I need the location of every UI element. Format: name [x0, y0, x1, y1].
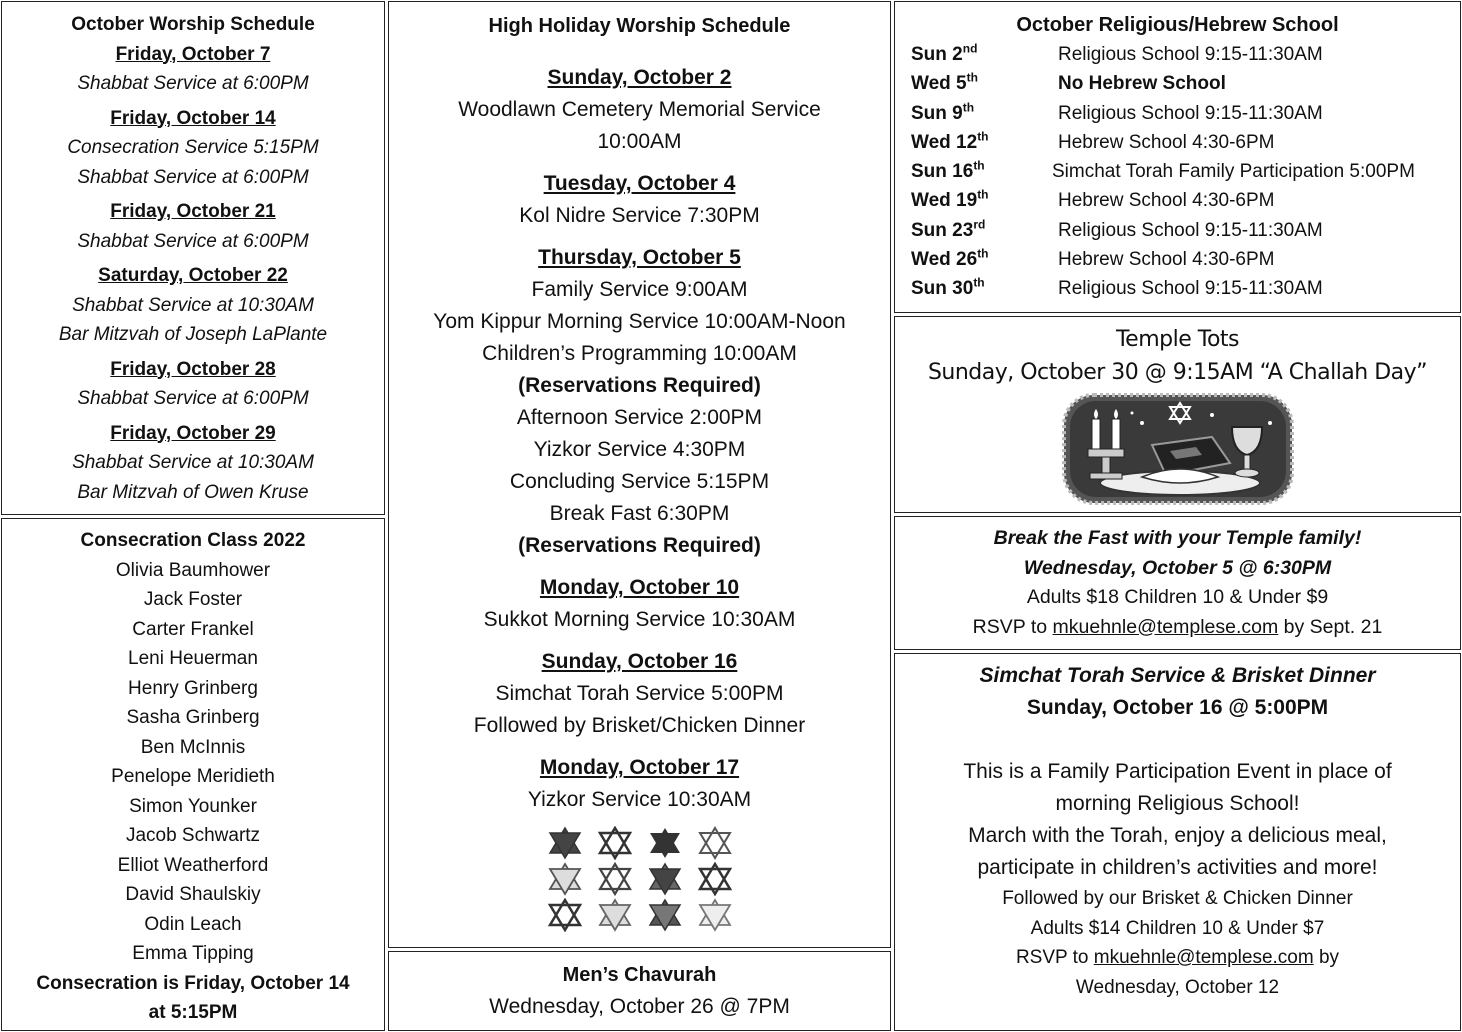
holiday-date: Sunday, October 16 — [541, 650, 738, 673]
holiday-line: Sukkot Morning Service 10:30AM — [483, 608, 796, 631]
consecration-name: Henry Grinberg — [128, 677, 258, 699]
star-of-david-icon — [547, 898, 583, 932]
simchat-torah-dinner: Followed by our Brisket & Chicken Dinner — [1002, 888, 1353, 909]
worship-date: Friday, October 28 — [110, 358, 276, 380]
consecration-name: David Shaulskiy — [125, 884, 261, 905]
star-of-david-grid — [389, 826, 890, 932]
consecration-name: Sasha Grinberg — [126, 707, 260, 728]
religious-school-panel — [894, 1, 1461, 313]
break-fast-panel — [894, 516, 1461, 650]
holiday-line: Yom Kippur Morning Service 10:00AM-Noon — [433, 310, 846, 333]
worship-line: Shabbat Service at 10:30AM — [72, 294, 314, 316]
school-desc: Hebrew School 4:30-6PM — [1058, 190, 1275, 212]
school-day: Wed 26th — [911, 246, 989, 271]
star-of-david-icon — [597, 862, 633, 896]
school-row — [895, 216, 1460, 245]
october-worship-panel — [1, 1, 385, 515]
rsvp-email-link[interactable]: mkuehnle@templese.com — [1093, 947, 1314, 968]
holiday-line: Followed by Brisket/Chicken Dinner — [473, 714, 806, 737]
school-row — [895, 245, 1460, 274]
worship-line: Shabbat Service at 6:00PM — [77, 73, 309, 94]
school-row — [895, 157, 1460, 186]
consecration-footer: Consecration is Friday, October 14 — [36, 972, 350, 994]
school-desc: Religious School 9:15-11:30AM — [1058, 44, 1323, 65]
high-holiday-panel — [388, 1, 891, 948]
school-row — [895, 186, 1460, 215]
school-day: Wed 5th — [911, 70, 978, 95]
worship-entry — [2, 419, 384, 508]
temple-tots-date: Sunday, October 30 @ 9:15AM “A Challah Day” — [927, 360, 1428, 385]
holiday-line: Yizkor Service 10:30AM — [527, 788, 752, 811]
star-of-david-icon — [697, 862, 733, 896]
school-desc: Religious School 9:15-11:30AM — [1058, 102, 1323, 124]
simchat-torah-text: participate in children’s activities and more! — [977, 856, 1378, 879]
holiday-line: Simchat Torah Service 5:00PM — [495, 682, 784, 705]
worship-entry — [2, 40, 384, 99]
worship-line: Bar Mitzvah of Joseph LaPlante — [58, 324, 328, 345]
school-desc: Religious School 9:15-11:30AM — [1058, 219, 1323, 241]
star-of-david-icon — [697, 898, 733, 932]
holiday-line: Family Service 9:00AM — [531, 278, 748, 301]
school-day: Sun 2nd — [911, 41, 978, 65]
worship-line: Shabbat Service at 6:00PM — [77, 388, 309, 409]
worship-entry — [2, 104, 384, 193]
school-day: Wed 12th — [911, 129, 989, 153]
worship-line: Shabbat Service at 10:30AM — [72, 452, 314, 473]
worship-line: Bar Mitzvah of Owen Kruse — [77, 481, 309, 503]
consecration-footer-time: at 5:15PM — [148, 1002, 238, 1023]
break-fast-rsvp: RSVP to mkuehnle@templese.com by Sept. 21 — [972, 615, 1383, 638]
holiday-date: Monday, October 10 — [539, 576, 740, 599]
star-of-david-icon — [647, 826, 683, 860]
holiday-note: (Reservations Required) — [518, 534, 761, 557]
school-day: Sun 30th — [911, 276, 985, 300]
simchat-torah-panel — [894, 653, 1461, 1031]
holiday-line: Concluding Service 5:15PM — [509, 470, 770, 493]
worship-date: Saturday, October 22 — [98, 265, 288, 286]
consecration-name: Olivia Baumhower — [115, 559, 271, 581]
consecration-name: Leni Heuerman — [128, 648, 258, 669]
holiday-date: Thursday, October 5 — [538, 246, 741, 269]
mens-chavurah-title: Men’s Chavurah — [562, 964, 717, 986]
worship-date: Friday, October 21 — [110, 201, 276, 222]
holiday-date: Sunday, October 2 — [547, 66, 732, 89]
worship-line: Consecration Service 5:15PM — [67, 137, 319, 158]
holiday-line: Kol Nidre Service 7:30PM — [519, 204, 760, 227]
school-day: Sun 9th — [911, 100, 975, 124]
school-row — [895, 69, 1460, 98]
school-desc: Religious School 9:15-11:30AM — [1058, 278, 1323, 300]
mens-chavurah-panel — [388, 951, 891, 1031]
mens-chavurah-date: Wednesday, October 26 @ 7PM — [489, 995, 790, 1018]
holiday-date: Tuesday, October 4 — [543, 172, 736, 195]
high-holiday-title: High Holiday Worship Schedule — [488, 15, 791, 37]
school-day: Wed 19th — [911, 188, 989, 212]
school-row — [895, 40, 1460, 69]
worship-entry — [2, 261, 384, 350]
star-of-david-icon — [547, 862, 583, 896]
consecration-name: Jack Foster — [143, 589, 243, 610]
school-day: Sun 23rd — [911, 217, 986, 241]
simchat-torah-date: Sunday, October 16 @ 5:00PM — [1026, 696, 1329, 719]
star-of-david-icon — [547, 826, 583, 860]
school-desc: Hebrew School 4:30-6PM — [1058, 131, 1275, 153]
simchat-torah-title: Simchat Torah Service & Brisket Dinner — [979, 664, 1376, 687]
break-fast-date: Wednesday, October 5 @ 6:30PM — [1023, 556, 1332, 579]
holiday-line: Break Fast 6:30PM — [549, 502, 730, 525]
temple-tots-title: Temple Tots — [1115, 327, 1240, 352]
consecration-name: Simon Younker — [129, 795, 257, 817]
school-row — [895, 99, 1460, 128]
worship-line: Shabbat Service at 6:00PM — [77, 166, 309, 188]
holiday-date: Monday, October 17 — [539, 756, 740, 779]
consecration-name: Odin Leach — [144, 913, 242, 935]
star-of-david-icon — [647, 862, 683, 896]
star-of-david-icon — [697, 826, 733, 860]
simchat-torah-prices: Adults $14 Children 10 & Under $7 — [1030, 917, 1325, 939]
consecration-name: Elliot Weatherford — [117, 854, 269, 876]
star-of-david-icon — [647, 898, 683, 932]
temple-tots-panel — [894, 316, 1461, 513]
holiday-line: Children’s Programming 10:00AM — [482, 342, 797, 365]
consecration-title: Consecration Class 2022 — [80, 530, 306, 551]
holiday-note: (Reservations Required) — [518, 374, 761, 397]
school-desc: No Hebrew School — [1058, 73, 1226, 95]
shabbat-table-icon — [1062, 393, 1294, 505]
school-row — [895, 128, 1460, 157]
worship-date: Friday, October 29 — [110, 422, 276, 444]
simchat-torah-text: March with the Torah, enjoy a delicious meal, — [968, 824, 1387, 847]
holiday-line: 10:00AM — [597, 130, 682, 153]
simchat-torah-rsvp: RSVP to mkuehnle@templese.com by — [1015, 947, 1340, 968]
consecration-name: Emma Tipping — [132, 943, 254, 964]
school-day: Sun 16th — [911, 158, 985, 183]
simchat-torah-rsvp-date: Wednesday, October 12 — [1075, 976, 1280, 998]
rsvp-email-link[interactable]: mkuehnle@templese.com — [1052, 615, 1279, 638]
school-row — [895, 274, 1460, 303]
break-fast-title: Break the Fast with your Temple family! — [993, 527, 1362, 549]
consecration-name: Ben McInnis — [140, 736, 246, 758]
consecration-name: Carter Frankel — [132, 618, 254, 640]
simchat-torah-text: This is a Family Participation Event in place of — [963, 760, 1392, 783]
worship-date: Friday, October 7 — [115, 43, 271, 65]
holiday-line: Yizkor Service 4:30PM — [533, 438, 746, 461]
holiday-line: Afternoon Service 2:00PM — [516, 406, 763, 429]
consecration-name: Penelope Meridieth — [111, 766, 275, 787]
religious-school-title: October Religious/Hebrew School — [1016, 14, 1339, 36]
worship-date: Friday, October 14 — [110, 107, 276, 129]
star-of-david-icon — [597, 898, 633, 932]
worship-entry — [2, 355, 384, 414]
school-desc: Simchat Torah Family Participation 5:00PM — [1052, 161, 1415, 183]
school-desc: Hebrew School 4:30-6PM — [1058, 249, 1275, 271]
worship-entry — [2, 197, 384, 256]
star-of-david-icon — [597, 826, 633, 860]
simchat-torah-text: morning Religious School! — [1055, 792, 1300, 815]
consecration-name: Jacob Schwartz — [125, 825, 261, 846]
worship-line: Shabbat Service at 6:00PM — [77, 230, 309, 252]
consecration-panel — [1, 518, 385, 1031]
holiday-line: Woodlawn Cemetery Memorial Service — [458, 98, 821, 121]
break-fast-prices: Adults $18 Children 10 & Under $9 — [1026, 586, 1329, 608]
october-worship-title: October Worship Schedule — [71, 14, 315, 35]
